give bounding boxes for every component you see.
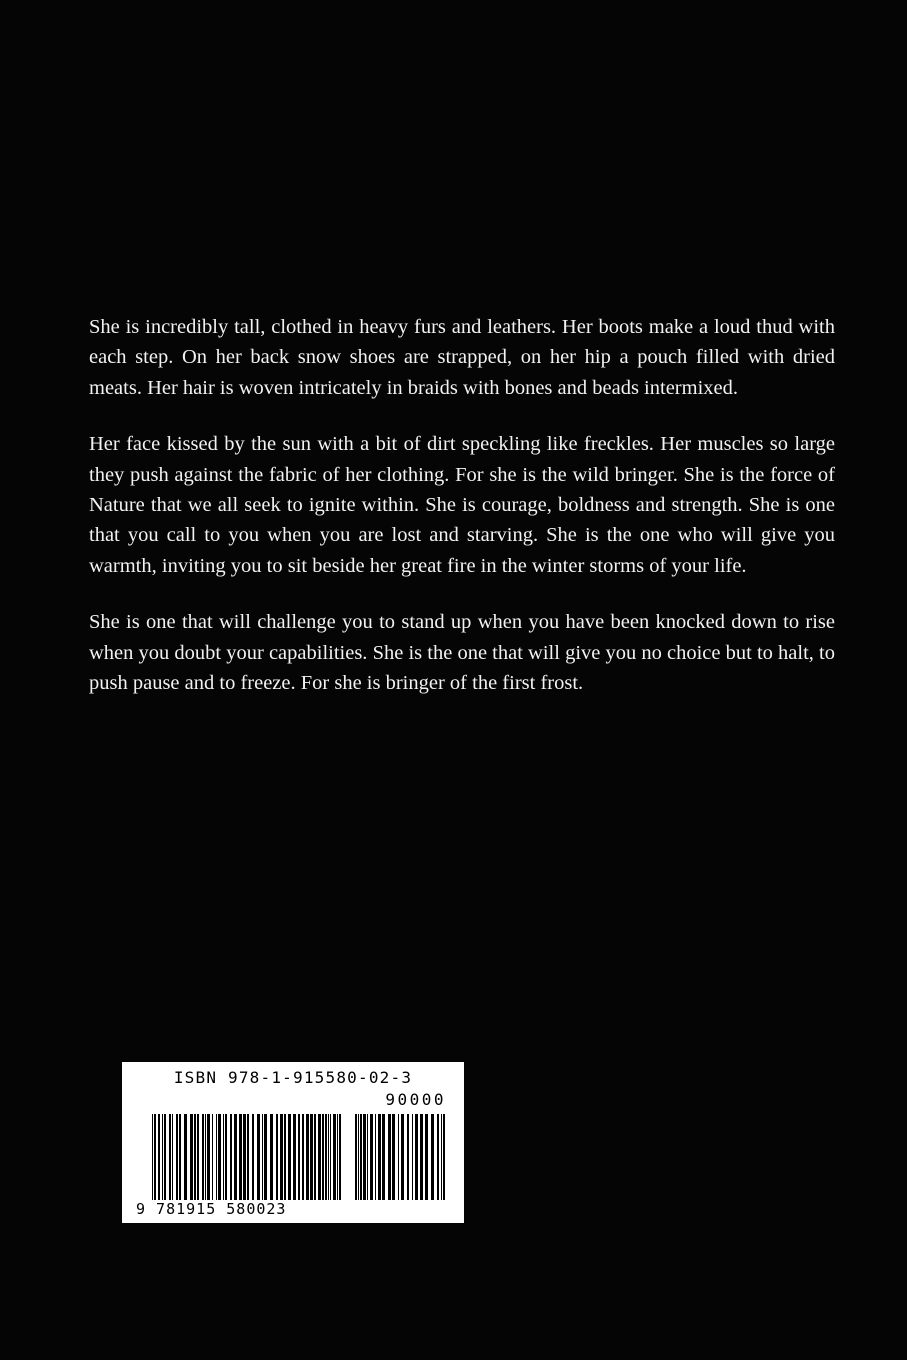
- isbn-number-label: ISBN 978-1-915580-02-3: [173, 1068, 413, 1087]
- blurb-paragraph-1: She is incredibly tall, clothed in heavy furs and leathers. Her boots make a loud thud with each step. On her back snow shoes are strapped, on her hip a pouch filled with dried meats. Her hair is woven intricately in braids with bones and beads intermixed.: [89, 316, 835, 399]
- blurb-paragraph-2: Her face kissed by the sun with a bit of dirt speckling like freckles. Her muscles so large they push against the fabric of her clothing. For she is the wild bringer. She is the force of Nature that we all seek to ignite within. She is courage, boldness and strength. She is one that you call to you when you are lost and starving. She is the one who will give you warmth, inviting you to sit beside her great fire in the winter storms of your life.: [89, 433, 835, 577]
- barcode-bars-main: [152, 1114, 342, 1200]
- blurb-text-block: [89, 312, 835, 698]
- barcode-bars-supplement: [355, 1114, 445, 1200]
- barcode-supplement-label: 90000: [385, 1090, 446, 1109]
- isbn-barcode: [122, 1062, 464, 1223]
- blurb-paragraph-3: She is one that will challenge you to stand up when you have been knocked down to rise when you doubt your capabilities. She is the one that will give you no choice but to halt, to push pause and to freeze. For she is bringer of the first frost.: [89, 611, 835, 695]
- ean-digits-label: 9 781915 580023: [136, 1200, 287, 1218]
